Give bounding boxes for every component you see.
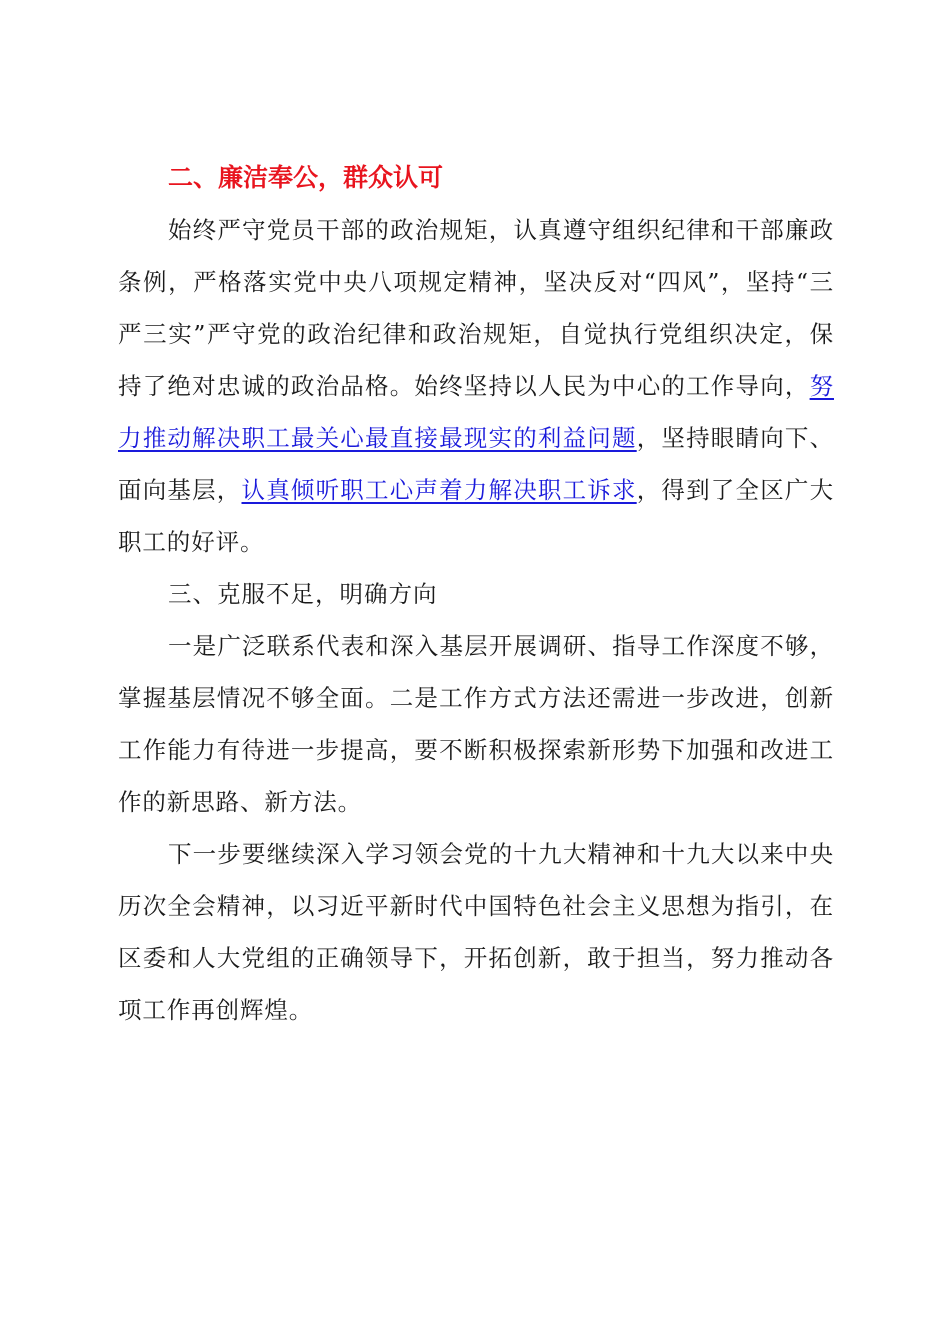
document-page [118,152,834,1036]
section-heading-integrity: 二、廉洁奉公，群众认可 [168,163,444,192]
paragraph-integrity [118,204,834,568]
paragraph-text: 始终严守党员干部的政治规矩，认真遵守组织纪律和干部廉政条例，严格落实党中央八项规定精神，坚决反对“四风”，坚持“三严三实”严守党的政治纪律和政治规矩，自觉执行党组织决定，保持了绝对忠诚的政治品格。始终坚持以人民为中心的工作导向， [118,216,834,400]
link-solve-worker-interests[interactable]: 努力推动解决职工最关心最直接最现实的利益问题 [118,372,834,452]
paragraph-shortcomings: 一是广泛联系代表和深入基层开展调研、指导工作深度不够，掌握基层情况不够全面。二是工作方式方法还需进一步改进，创新工作能力有待进一步提高，要不断积极探索新形势下加强和改进工作的新思路、新方法。 [118,632,834,816]
link-listen-worker-voices[interactable]: 认真倾听职工心声着力解决职工诉求 [241,476,637,504]
paragraph-next-steps: 下一步要继续深入学习领会党的十九大精神和十九大以来中央历次全会精神，以习近平新时代中国特色社会主义思想为指引，在区委和人大党组的正确领导下，开拓创新，敢于担当，努力推动各项工作再创辉煌。 [118,840,834,1024]
paragraph-text: ，坚持眼睛向下、面向基层， [118,424,835,504]
section-heading-shortcomings: 三、克服不足，明确方向 [168,580,438,608]
paragraph-text: ，得到了全区广大职工的好评。 [118,476,835,556]
